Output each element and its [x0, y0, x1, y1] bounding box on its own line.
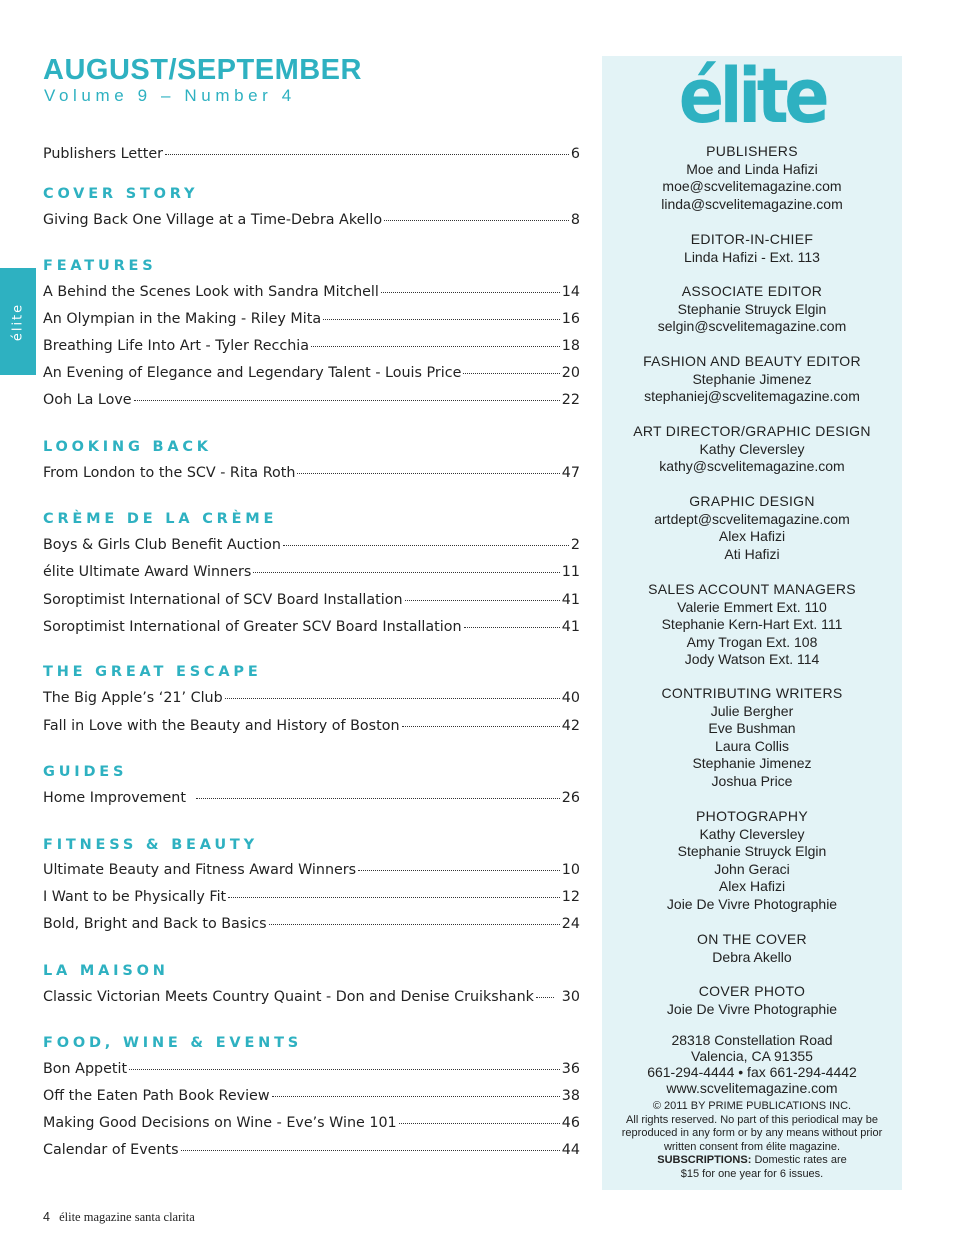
- toc-entry-page: 46: [561, 1115, 580, 1131]
- toc-entry-page: 24: [561, 916, 580, 932]
- toc-entry[interactable]: [43, 592, 580, 614]
- toc-entry-title: A Behind the Scenes Look with Sandra Mitchell: [43, 284, 379, 300]
- section-heading-cover-story: COVER STORY: [43, 186, 199, 202]
- toc-entry[interactable]: [43, 1142, 580, 1164]
- toc-entry[interactable]: [43, 311, 580, 333]
- toc-entry[interactable]: [43, 989, 580, 1011]
- masthead-editor-in-chief: [602, 231, 902, 266]
- masthead-address: [602, 1032, 902, 1096]
- section-heading-looking-back: LOOKING BACK: [43, 439, 212, 455]
- toc-entry-page: 6: [570, 146, 580, 162]
- masthead-sales-account-managers: [602, 581, 902, 669]
- masthead-line: Joshua Price: [711, 772, 793, 789]
- toc-entry-page: 8: [570, 212, 580, 228]
- toc-entry-title: élite Ultimate Award Winners: [43, 564, 252, 580]
- masthead-photography: [602, 808, 902, 914]
- masthead-email[interactable]: linda@scvelitemagazine.com: [661, 195, 843, 212]
- masthead-line: Joie De Vivre Photographie: [666, 895, 838, 912]
- toc-entry-page: 2: [570, 537, 580, 553]
- masthead-email[interactable]: artdept@scvelitemagazine.com: [654, 510, 850, 527]
- dot-leader: [536, 997, 554, 998]
- masthead-line: Kathy Cleversley: [699, 440, 805, 457]
- toc-entry-title: Giving Back One Village at a Time-Debra Akello: [43, 212, 383, 228]
- dot-leader: [297, 473, 559, 474]
- dot-leader: [129, 1069, 560, 1070]
- toc-entry[interactable]: [43, 889, 580, 911]
- page-footer: [43, 1210, 195, 1225]
- toc-entry[interactable]: [43, 392, 580, 414]
- rights-line: written consent from élite magazine.: [663, 1140, 841, 1153]
- dot-leader: [165, 154, 569, 155]
- toc-entry-page: 18: [561, 338, 580, 354]
- section-heading-la-maison: LA MAISON: [43, 963, 169, 979]
- masthead-heading: ASSOCIATE EDITOR: [681, 283, 823, 299]
- masthead-line: Julie Bergher: [710, 702, 794, 719]
- toc-entry-title: Bold, Bright and Back to Basics: [43, 916, 267, 932]
- toc-entry-title: Home Improvement: [43, 790, 186, 806]
- toc-entry-title: Calendar of Events: [43, 1142, 179, 1158]
- subscriptions-text: Domestic rates are: [754, 1154, 847, 1166]
- masthead-on-the-cover: [602, 931, 902, 966]
- toc-entry[interactable]: [43, 212, 580, 234]
- masthead-email[interactable]: moe@scvelitemagazine.com: [662, 178, 842, 195]
- masthead-heading: GRAPHIC DESIGN: [689, 493, 815, 509]
- masthead-line: Jody Watson Ext. 114: [684, 651, 820, 668]
- toc-entry[interactable]: [43, 1061, 580, 1083]
- toc-entry[interactable]: [43, 790, 580, 812]
- toc-entry-page: 41: [561, 592, 580, 608]
- toc-entry-page: 26: [561, 790, 580, 806]
- masthead-line: Eve Bushman: [708, 720, 796, 737]
- masthead-heading: PUBLISHERS: [706, 143, 798, 159]
- masthead-line: Kathy Cleversley: [699, 825, 805, 842]
- website-link[interactable]: www.scvelitemagazine.com: [666, 1080, 838, 1096]
- toc-entry[interactable]: [43, 465, 580, 487]
- toc-entry-title: Making Good Decisions on Wine - Eve’s Wine 101: [43, 1115, 397, 1131]
- masthead-email[interactable]: kathy@scvelitemagazine.com: [659, 458, 845, 475]
- section-heading-food-wine-events: FOOD, WINE & EVENTS: [43, 1035, 303, 1051]
- elite-logo: élite: [678, 51, 826, 140]
- dot-leader: [311, 346, 560, 347]
- toc-entry-title: Off the Eaten Path Book Review: [43, 1088, 270, 1104]
- toc-entry[interactable]: [43, 537, 580, 559]
- masthead-graphic-design: [602, 493, 902, 563]
- masthead-line: Alex Hafizi: [718, 528, 786, 545]
- dot-leader: [181, 1150, 560, 1151]
- masthead-heading: ART DIRECTOR/GRAPHIC DESIGN: [633, 423, 871, 439]
- masthead-line: Joie De Vivre Photographie: [666, 1000, 838, 1017]
- masthead-heading: FASHION AND BEAUTY EDITOR: [643, 353, 861, 369]
- toc-entry-page: 40: [561, 690, 580, 706]
- toc-entry-page: 41: [561, 619, 580, 635]
- toc-entry-title: I Want to be Physically Fit: [43, 889, 227, 905]
- toc-entry[interactable]: [43, 1088, 580, 1110]
- rights-line: reproduced in any form or by any means without prior: [621, 1127, 883, 1139]
- section-heading-features: FEATURES: [43, 258, 157, 274]
- toc-entry-page: 42: [561, 718, 580, 734]
- masthead-line: Stephanie Kern-Hart Ext. 111: [661, 616, 843, 633]
- toc-entry-title: An Olympian in the Making - Riley Mita: [43, 311, 322, 327]
- section-heading-fitness-beauty: FITNESS & BEAUTY: [43, 837, 258, 853]
- masthead-line: Debra Akello: [712, 948, 792, 965]
- masthead-line: Valerie Emmert Ext. 110: [677, 598, 827, 615]
- issue-volume: Volume 9 – Number 4: [44, 86, 296, 105]
- address-line: Valencia, CA 91355: [691, 1048, 813, 1064]
- masthead-line: Ati Hafizi: [724, 545, 780, 562]
- page-number: 4: [43, 1210, 50, 1224]
- dot-leader: [228, 897, 560, 898]
- masthead-heading: COVER PHOTO: [698, 983, 806, 999]
- masthead-email[interactable]: selgin@scvelitemagazine.com: [657, 318, 847, 335]
- dot-leader: [405, 600, 560, 601]
- toc-entry[interactable]: [43, 619, 580, 641]
- masthead-art-director: [602, 423, 902, 476]
- address-line: 28318 Constellation Road: [671, 1032, 833, 1048]
- toc-entry-title: Ultimate Beauty and Fitness Award Winners: [43, 862, 357, 878]
- masthead-panel: [602, 51, 902, 1190]
- toc-entry-page: 22: [561, 392, 580, 408]
- dot-leader: [269, 924, 560, 925]
- toc-entry-page: 11: [561, 564, 580, 580]
- masthead-publishers: [602, 143, 902, 213]
- toc-entry-title: The Big Apple’s ‘21’ Club: [43, 690, 223, 706]
- subscriptions-line: [602, 1154, 902, 1168]
- toc-entry[interactable]: [43, 1115, 580, 1137]
- dot-leader: [134, 400, 560, 401]
- masthead-line: Linda Hafizi - Ext. 113: [684, 248, 820, 265]
- toc-entry-title: Publishers Letter: [43, 146, 164, 162]
- side-tab: [0, 268, 36, 375]
- toc-entry[interactable]: [43, 365, 580, 387]
- masthead-heading: CONTRIBUTING WRITERS: [661, 685, 843, 701]
- masthead-heading: EDITOR-IN-CHIEF: [690, 231, 814, 247]
- dot-leader: [253, 572, 560, 573]
- toc-entry-title: Boys & Girls Club Benefit Auction: [43, 537, 281, 553]
- toc-entry-page: 36: [561, 1061, 580, 1077]
- dot-leader: [399, 1123, 560, 1124]
- toc-entry[interactable]: [43, 862, 580, 884]
- dot-leader: [384, 220, 569, 221]
- masthead-email[interactable]: stephaniej@scvelitemagazine.com: [644, 388, 860, 405]
- section-heading-guides: GUIDES: [43, 764, 128, 780]
- toc-entry-title: Bon Appetit: [43, 1061, 128, 1077]
- masthead-line: Stephanie Struyck Elgin: [677, 843, 827, 860]
- copyright-line: © 2011 BY PRIME PUBLICATIONS INC.: [652, 1100, 852, 1112]
- masthead-line: Stephanie Struyck Elgin: [677, 300, 827, 317]
- masthead-line: John Geraci: [714, 860, 790, 877]
- publication-name: élite magazine santa clarita: [59, 1210, 195, 1224]
- toc-entry-page: 10: [561, 862, 580, 878]
- masthead-associate-editor: [602, 283, 902, 336]
- toc-entry-title: Breathing Life Into Art - Tyler Recchia: [43, 338, 310, 354]
- section-heading-creme-de-la-creme: CRÈME DE LA CRÈME: [43, 511, 278, 527]
- side-tab-label: élite: [10, 302, 26, 341]
- toc-entry-publishers-letter[interactable]: [43, 146, 580, 168]
- dot-leader: [225, 698, 560, 699]
- masthead-line: Stephanie Jimenez: [692, 755, 812, 772]
- masthead-line: Amy Trogan Ext. 108: [686, 633, 818, 650]
- toc-entry[interactable]: [43, 690, 580, 712]
- dot-leader: [463, 373, 559, 374]
- toc-entry-title: Fall in Love with the Beauty and History of Boston: [43, 718, 400, 734]
- dot-leader: [381, 292, 560, 293]
- masthead-fashion-beauty-editor: [602, 353, 902, 406]
- toc-entry-title: Soroptimist International of SCV Board Installation: [43, 592, 403, 608]
- toc-entry[interactable]: [43, 916, 580, 938]
- masthead-legal: [602, 1100, 902, 1181]
- rights-line: All rights reserved. No part of this periodical may be: [626, 1113, 878, 1126]
- toc-entry-title: From London to the SCV - Rita Roth: [43, 465, 296, 481]
- dot-leader: [402, 726, 560, 727]
- section-heading-the-great-escape: THE GREAT ESCAPE: [43, 664, 262, 680]
- subscriptions-label: SUBSCRIPTIONS:: [657, 1154, 752, 1166]
- toc-entry-page: 38: [561, 1088, 580, 1104]
- dot-leader: [323, 319, 560, 320]
- dot-leader: [464, 627, 560, 628]
- toc-entry-page: 44: [561, 1142, 580, 1158]
- toc-entry-page: 12: [561, 889, 580, 905]
- dot-leader: [196, 798, 560, 799]
- toc-entry-page: 47: [561, 465, 580, 481]
- subscriptions-rate: $15 for one year for 6 issues.: [680, 1167, 824, 1180]
- dot-leader: [272, 1096, 560, 1097]
- toc-entry-page: 14: [561, 284, 580, 300]
- dot-leader: [358, 870, 560, 871]
- address-phone: 661-294-4444 • fax 661-294-4442: [647, 1064, 857, 1080]
- toc-entry[interactable]: [43, 718, 580, 740]
- masthead-heading: ON THE COVER: [697, 931, 807, 947]
- masthead-line: Laura Collis: [715, 737, 789, 754]
- toc-entry[interactable]: [43, 564, 580, 586]
- toc-entry-page: 20: [561, 365, 580, 381]
- toc-entry-page: 30: [561, 989, 580, 1005]
- masthead-line: Stephanie Jimenez: [692, 370, 812, 387]
- toc-entry-title: Soroptimist International of Greater SCV Board Installation: [43, 619, 462, 635]
- masthead-heading: SALES ACCOUNT MANAGERS: [648, 581, 856, 597]
- toc-entry[interactable]: [43, 284, 580, 306]
- dot-leader: [283, 545, 569, 546]
- toc-entry-title: Classic Victorian Meets Country Quaint - Don and Denise Cruikshank: [43, 989, 534, 1005]
- toc-entry-title: An Evening of Elegance and Legendary Talent - Louis Price: [43, 365, 462, 381]
- masthead-heading: PHOTOGRAPHY: [696, 808, 808, 824]
- masthead-line: Alex Hafizi: [718, 878, 786, 895]
- toc-entry[interactable]: [43, 338, 580, 360]
- masthead-line: Moe and Linda Hafizi: [686, 160, 818, 177]
- toc-entry-title: Ooh La Love: [43, 392, 132, 408]
- masthead-contributing-writers: [602, 685, 902, 791]
- toc-entry-page: 16: [561, 311, 580, 327]
- issue-title: AUGUST/SEPTEMBER: [43, 54, 362, 86]
- masthead-cover-photo: [602, 983, 902, 1018]
